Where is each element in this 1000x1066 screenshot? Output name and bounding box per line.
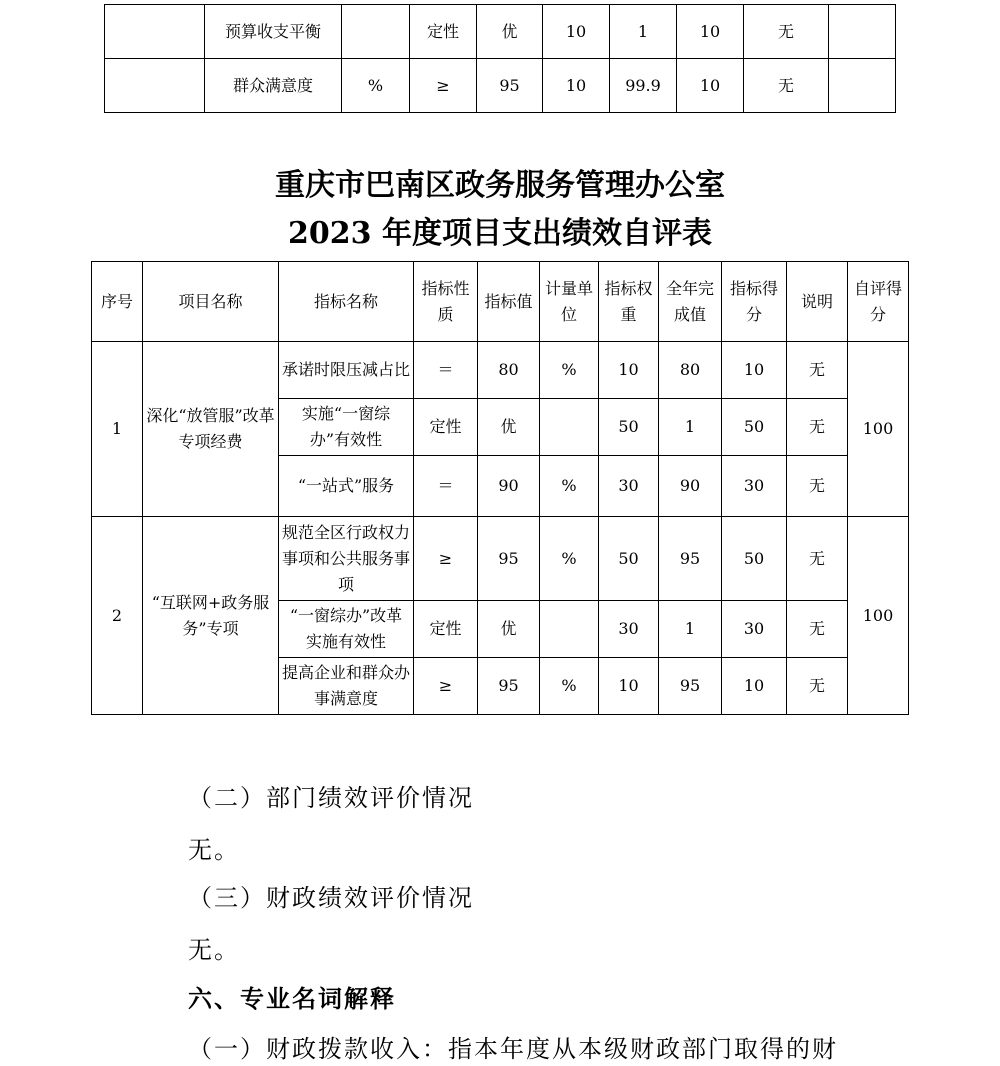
- table-title-line1: 重庆市巴南区政务服务管理办公室: [275, 168, 725, 203]
- table-cell: 无: [744, 59, 829, 113]
- table-cell: [105, 5, 205, 59]
- header-indicator-value: 指标值: [478, 262, 540, 342]
- header-project-name: 项目名称: [143, 262, 279, 342]
- table-cell: 10: [677, 5, 744, 59]
- table-cell: 10: [543, 59, 610, 113]
- table-title-line2: 2023 年度项目支出绩效自评表: [288, 216, 712, 251]
- indicator-actual: 95: [659, 658, 722, 715]
- indicator-nature: ＝: [414, 342, 478, 399]
- indicator-weight: 10: [599, 658, 659, 715]
- header-unit: 计量单位: [540, 262, 599, 342]
- indicator-name: 实施“一窗综办”有效性: [279, 399, 414, 456]
- indicator-note: 无: [787, 342, 848, 399]
- table-cell: 99.9: [610, 59, 677, 113]
- table-cell: 预算收支平衡: [205, 5, 342, 59]
- indicator-name: 规范全区行政权力事项和公共服务事项: [279, 517, 414, 601]
- indicator-actual: 80: [659, 342, 722, 399]
- indicator-note: 无: [787, 456, 848, 517]
- indicator-points: 30: [722, 601, 787, 658]
- project-index: 1: [92, 342, 143, 517]
- indicator-unit: %: [540, 456, 599, 517]
- indicator-name: “一窗综办”改革实施有效性: [279, 601, 414, 658]
- table-cell: [829, 59, 896, 113]
- table-cell: ≥: [410, 59, 477, 113]
- indicator-nature: 定性: [414, 601, 478, 658]
- indicator-unit: %: [540, 658, 599, 715]
- indicator-note: 无: [787, 517, 848, 601]
- indicator-nature: ＝: [414, 456, 478, 517]
- indicator-actual: 90: [659, 456, 722, 517]
- top-continuation-table: [104, 4, 896, 113]
- header-actual: 全年完成值: [659, 262, 722, 342]
- section-terms-heading: 六、专业名词解释: [188, 984, 396, 1013]
- table-cell: 群众满意度: [205, 59, 342, 113]
- indicator-nature: 定性: [414, 399, 478, 456]
- table-cell: 95: [477, 59, 543, 113]
- indicator-value: 95: [478, 658, 540, 715]
- project-score: 100: [848, 342, 909, 517]
- project-index: 2: [92, 517, 143, 715]
- indicator-unit: %: [540, 517, 599, 601]
- table-cell: [105, 59, 205, 113]
- table-row: [105, 5, 896, 59]
- indicator-unit: %: [540, 342, 599, 399]
- table-row: [92, 342, 909, 399]
- indicator-weight: 30: [599, 456, 659, 517]
- project-name: “互联网+政务服务”专项: [143, 517, 279, 715]
- indicator-actual: 95: [659, 517, 722, 601]
- section-dept-evaluation-text: 无。: [188, 836, 240, 864]
- table-cell: 无: [744, 5, 829, 59]
- indicator-nature: ≥: [414, 517, 478, 601]
- indicator-note: 无: [787, 399, 848, 456]
- indicator-points: 30: [722, 456, 787, 517]
- table-cell: 优: [477, 5, 543, 59]
- header-indicator-nature: 指标性质: [414, 262, 478, 342]
- indicator-note: 无: [787, 601, 848, 658]
- indicator-note: 无: [787, 658, 848, 715]
- table-cell: %: [342, 59, 410, 113]
- table-cell: 1: [610, 5, 677, 59]
- section-finance-evaluation-text: 无。: [188, 936, 240, 964]
- project-name: 深化“放管服”改革专项经费: [143, 342, 279, 517]
- header-indicator-name: 指标名称: [279, 262, 414, 342]
- indicator-value: 优: [478, 601, 540, 658]
- table-cell: [829, 5, 896, 59]
- indicator-weight: 30: [599, 601, 659, 658]
- indicator-weight: 10: [599, 342, 659, 399]
- header-index: 序号: [92, 262, 143, 342]
- header-weight: 指标权重: [599, 262, 659, 342]
- indicator-nature: ≥: [414, 658, 478, 715]
- table-row: [92, 517, 909, 601]
- project-score: 100: [848, 517, 909, 715]
- indicator-name: “一站式”服务: [279, 456, 414, 517]
- indicator-name: 提高企业和群众办事满意度: [279, 658, 414, 715]
- indicator-actual: 1: [659, 399, 722, 456]
- header-row: [92, 262, 909, 342]
- indicator-value: 95: [478, 517, 540, 601]
- section-finance-evaluation-heading: （三）财政绩效评价情况: [188, 884, 474, 912]
- indicator-unit: [540, 399, 599, 456]
- indicator-weight: 50: [599, 517, 659, 601]
- indicator-points: 50: [722, 517, 787, 601]
- table-cell: [342, 5, 410, 59]
- header-note: 说明: [787, 262, 848, 342]
- indicator-value: 80: [478, 342, 540, 399]
- indicator-points: 10: [722, 342, 787, 399]
- indicator-value: 优: [478, 399, 540, 456]
- indicator-name: 承诺时限压减占比: [279, 342, 414, 399]
- indicator-weight: 50: [599, 399, 659, 456]
- table-cell: 10: [677, 59, 744, 113]
- indicator-unit: [540, 601, 599, 658]
- table-cell: 10: [543, 5, 610, 59]
- table-cell: 定性: [410, 5, 477, 59]
- indicator-points: 50: [722, 399, 787, 456]
- header-points: 指标得分: [722, 262, 787, 342]
- indicator-points: 10: [722, 658, 787, 715]
- header-self-score: 自评得分: [848, 262, 909, 342]
- performance-table: [91, 261, 909, 715]
- indicator-actual: 1: [659, 601, 722, 658]
- term-definition-paragraph: （一）财政拨款收入：指本年度从本级财政部门取得的财: [188, 1035, 838, 1063]
- table-row: [105, 59, 896, 113]
- indicator-value: 90: [478, 456, 540, 517]
- section-dept-evaluation-heading: （二）部门绩效评价情况: [188, 784, 474, 812]
